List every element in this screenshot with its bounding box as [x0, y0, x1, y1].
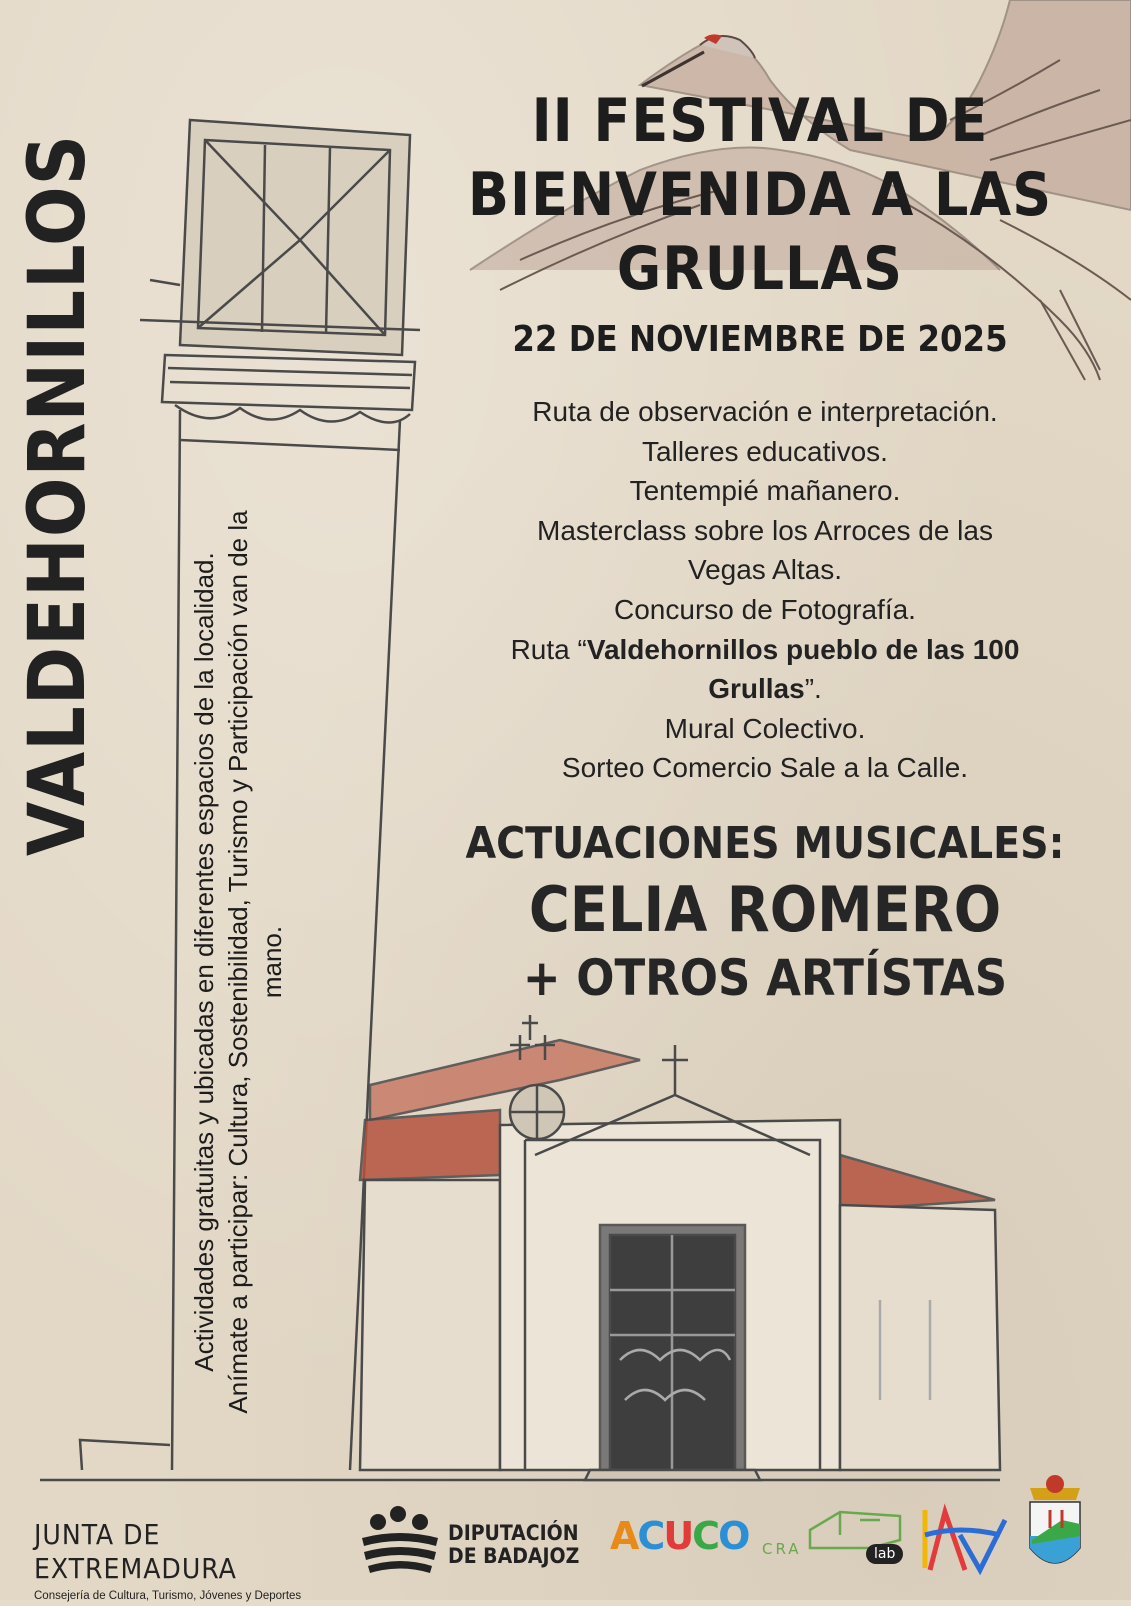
acuco-letter: C: [637, 1514, 664, 1558]
church-illustration: [360, 1015, 1000, 1480]
activity-item: Ruta de observación e interpretación.: [532, 396, 998, 427]
title-line-2: BIENVENIDA A LAS: [467, 160, 1053, 230]
activity-item: Concurso de Fotografía.: [614, 593, 916, 625]
lab-badge: lab: [866, 1544, 903, 1564]
diputacion-line-2: DE BADAJOZ: [448, 1544, 580, 1568]
junta-name: JUNTA DE EXTREMADURA: [34, 1518, 237, 1585]
activity-item: Mural Colectivo.: [664, 712, 866, 744]
activity-route-suffix: ”.: [804, 673, 822, 705]
activity-item: Talleres educativos.: [642, 435, 888, 467]
junta-subtitle: Consejería de Cultura, Turismo, Jóvenes y Deportes: [34, 1590, 302, 1602]
cra-logo-text: CRA: [762, 1540, 802, 1558]
acuco-letter: A: [610, 1514, 638, 1558]
title-line-3: GRULLAS: [616, 234, 904, 304]
acuco-letter: U: [663, 1514, 693, 1558]
note-line-2: Anímate a participar: Cultura, Sostenibilidad, Turismo y Participación van de la mano.: [223, 510, 287, 1414]
activities-list: [440, 392, 1090, 788]
activity-route-name: Valdehornillos pueblo de las 100: [586, 633, 1020, 665]
diputacion-mark-icon: [362, 1506, 438, 1573]
free-activities-note: [187, 482, 289, 1442]
diputacion-line-1: DIPUTACIÓN: [448, 1521, 579, 1545]
diputacion-badajoz-logo: [448, 1522, 598, 1568]
music-others: + OTROS ARTÍSTAS: [522, 949, 1008, 1007]
av-logo-icon: [925, 1510, 1005, 1570]
junta-extremadura-logo: [34, 1518, 354, 1606]
activity-item: [440, 669, 1090, 709]
music-heading: ACTUACIONES MUSICALES:: [465, 818, 1065, 869]
festival-title-block: [440, 84, 1080, 362]
activity-item: Vegas Altas.: [687, 554, 843, 586]
activity-item: [440, 630, 1090, 670]
festival-date: 22 DE NOVIEMBRE DE 2025: [512, 319, 1008, 360]
music-headliner: CELIA ROMERO: [528, 873, 1002, 946]
cra-house-icon: [810, 1512, 900, 1548]
acuco-logo: [610, 1514, 748, 1558]
note-line-1: Actividades gratuitas y ubicadas en diferentes espacios de la localidad.: [189, 552, 219, 1372]
title-line-1: II FESTIVAL DE: [531, 86, 989, 156]
activity-item: Sorteo Comercio Sale a la Calle.: [561, 752, 969, 784]
activity-route-prefix: Ruta “: [510, 633, 587, 665]
town-name-vertical: VALDEHORNILLOS: [13, 133, 103, 857]
music-block: [440, 816, 1090, 1008]
acuco-letter: O: [718, 1514, 749, 1558]
activity-item: Masterclass sobre los Arroces de las: [537, 514, 993, 546]
activity-item: Tentempié mañanero.: [629, 475, 901, 507]
acuco-letter: C: [692, 1514, 719, 1558]
coat-of-arms-icon: [1030, 1475, 1080, 1563]
activity-route-name-end: Grullas: [708, 673, 805, 705]
